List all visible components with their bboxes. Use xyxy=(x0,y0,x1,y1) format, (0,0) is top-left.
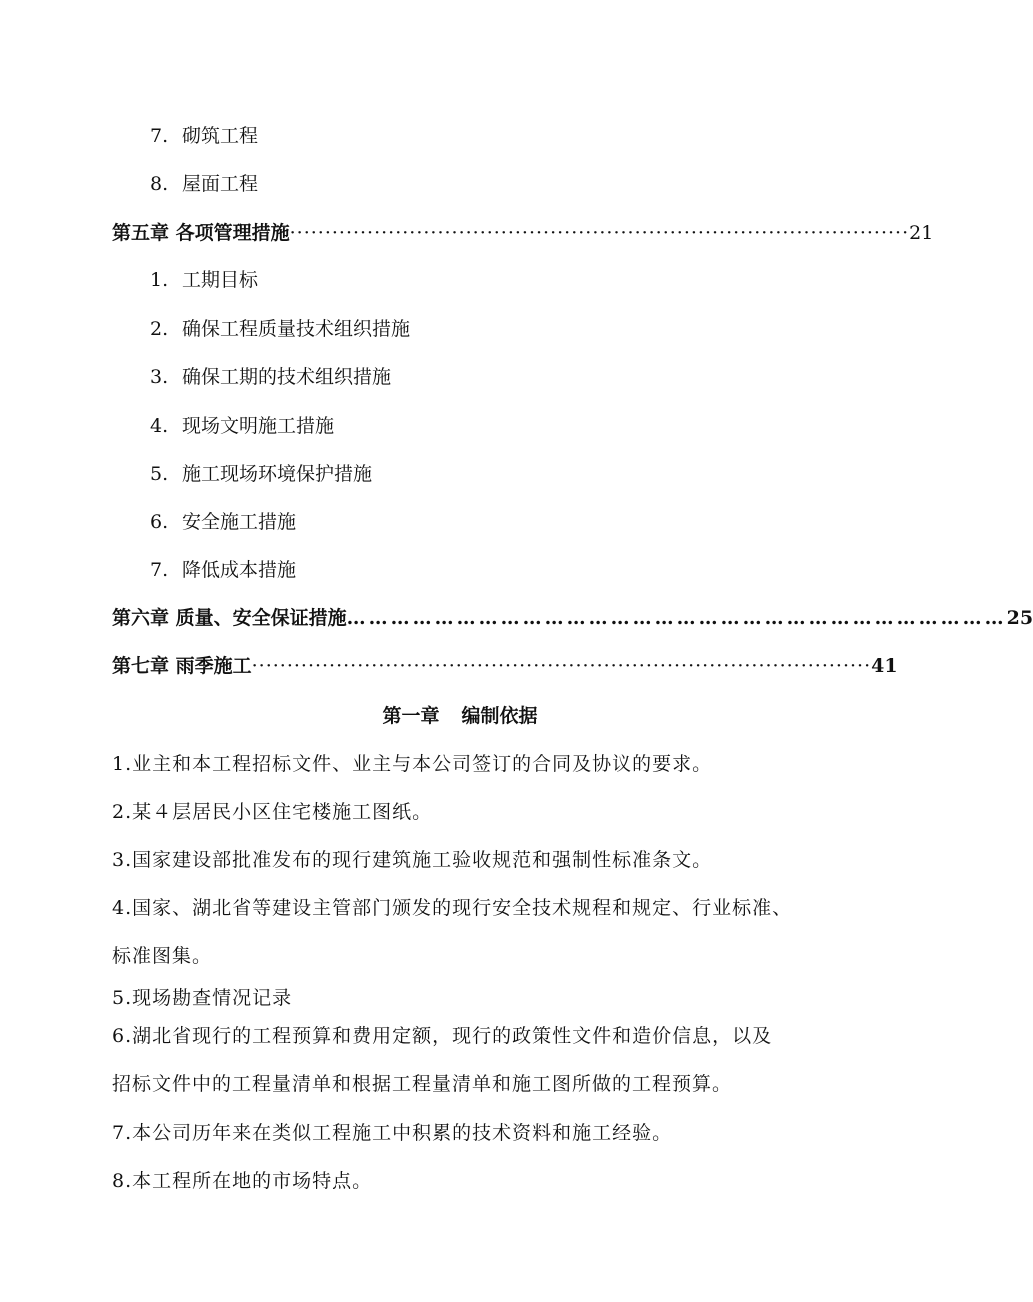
basis-paragraph-continuation: 招标文件中的工程量清单和根据工程量清单和施工图所做的工程预算。 xyxy=(112,1073,733,1095)
basis-paragraph: 2.某４层居民小区住宅楼施工图纸。 xyxy=(112,801,433,823)
toc-item-text: 屋面工程 xyxy=(182,173,259,195)
basis-paragraph-continuation: 标准图集。 xyxy=(112,945,213,967)
toc-item xyxy=(150,510,296,534)
basis-paragraph: 6.湖北省现行的工程预算和费用定额，现行的政策性文件和造价信息，以及 xyxy=(112,1025,773,1047)
toc-item-text: 确保工程质量技术组织措施 xyxy=(182,318,411,340)
chapter-label: 第七章 雨季施工 xyxy=(112,655,252,677)
basis-paragraph: 7.本公司历年来在类似工程施工中积累的技术资料和施工经验。 xyxy=(112,1122,673,1144)
chapter-page-number: 25 xyxy=(1006,607,1033,629)
toc-chapter-7 xyxy=(112,654,898,678)
chapter-page-number: 41 xyxy=(871,655,898,677)
toc-item-text: 砌筑工程 xyxy=(182,125,259,147)
basis-paragraph: 4.国家、湖北省等建设主管部门颁发的现行安全技术规程和规定、行业标准、 xyxy=(112,897,793,919)
toc-leader-dots: ························································································ xyxy=(289,222,910,244)
toc-item-text: 确保工期的技术组织措施 xyxy=(182,366,392,388)
toc-item-text: 降低成本措施 xyxy=(182,559,297,581)
section-chapter: 第一章 xyxy=(382,705,440,727)
toc-item-text: 安全施工措施 xyxy=(182,511,297,533)
toc-item xyxy=(150,462,372,486)
basis-paragraph: 1.业主和本工程招标文件、业主与本公司签订的合同及协议的要求。 xyxy=(112,753,713,775)
toc-item-number: 5. xyxy=(150,463,169,485)
toc-item xyxy=(150,414,334,438)
toc-item xyxy=(150,558,296,582)
basis-paragraph: 8.本工程所在地的市场特点。 xyxy=(112,1170,373,1192)
toc-item xyxy=(150,317,410,341)
toc-item-text: 现场文明施工措施 xyxy=(182,415,335,437)
toc-item-number: 7. xyxy=(150,559,169,581)
basis-paragraph: 3.国家建设部批准发布的现行建筑施工验收规范和强制性标准条文。 xyxy=(112,849,713,871)
toc-chapter-6 xyxy=(112,606,1033,630)
toc-item-text: 施工现场环境保护措施 xyxy=(182,463,373,485)
section-name: 编制依据 xyxy=(461,705,538,727)
chapter-page-number: 21 xyxy=(909,222,934,244)
toc-item-number: 3. xyxy=(150,366,169,388)
toc-item-text: 工期目标 xyxy=(182,269,259,291)
basis-paragraph: 5.现场勘查情况记录 xyxy=(112,987,293,1009)
toc-item-number: 8. xyxy=(150,173,169,195)
toc-item xyxy=(150,365,391,389)
toc-leader-dots: ……………………………………………………………………………… xyxy=(346,607,1007,629)
toc-item-number: 4. xyxy=(150,415,169,437)
toc-item-number: 1. xyxy=(150,269,169,291)
toc-item xyxy=(150,172,258,196)
chapter-label: 第五章 各项管理措施 xyxy=(112,222,290,244)
toc-leader-dots: ························································································ xyxy=(251,655,872,677)
toc-item-number: 6. xyxy=(150,511,169,533)
toc-item-number: 2. xyxy=(150,318,169,340)
toc-item-number: 7. xyxy=(150,125,169,147)
section-title xyxy=(0,704,920,728)
chapter-label: 第六章 质量、安全保证措施 xyxy=(112,607,347,629)
toc-item xyxy=(150,124,258,148)
toc-item xyxy=(150,268,258,292)
toc-chapter-5 xyxy=(112,221,934,245)
